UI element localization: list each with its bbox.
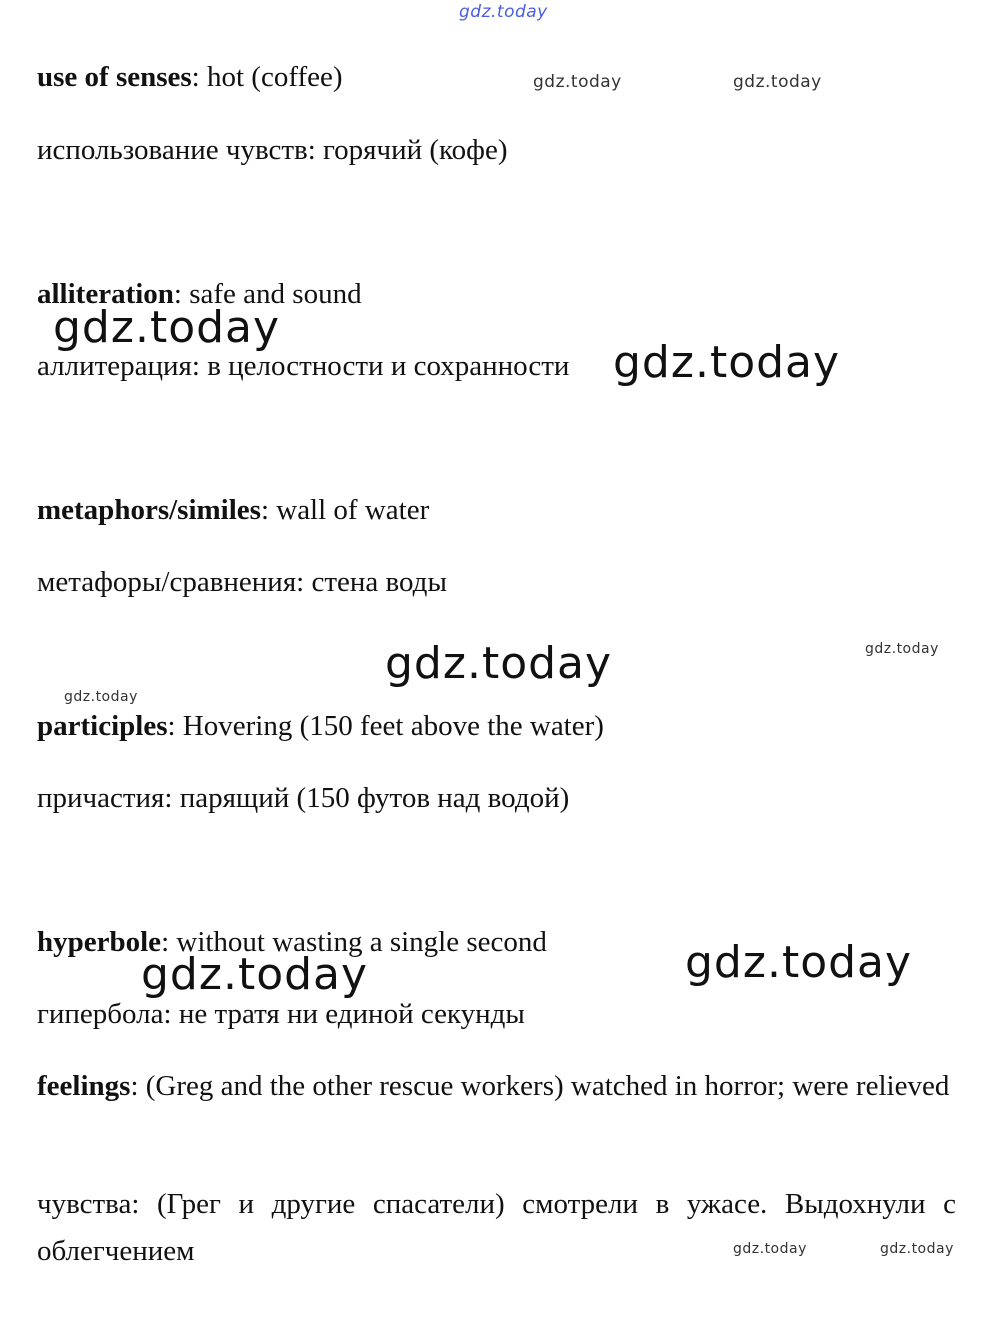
example: : (Greg and the other rescue workers) watched in horror; were relieved [130,1070,950,1102]
translation-feelings: чувства: (Грег и другие спасатели) смотрели в ужасе. Выдохнули с облегчением [37,1188,956,1267]
example: : safe and sound [173,278,362,310]
watermark: gdz.today [685,937,913,988]
watermark: gdz.today [733,1241,807,1257]
watermark: gdz.today [141,949,369,1000]
watermark: gdz.today [613,337,841,388]
term: metaphors/similes [37,494,261,526]
watermark: gdz.today [733,72,822,92]
entry-feelings [37,1063,956,1110]
example: : without wasting a single second [161,926,547,958]
entry-metaphors-similes [37,492,429,528]
example: : Hovering (150 feet above the water) [167,710,604,742]
translation-alliteration: аллитерация: в целостности и сохранности [37,350,570,382]
entry-use-of-senses [37,59,343,95]
watermark: gdz.today [64,689,138,705]
term: use of senses [37,61,192,93]
example: : wall of water [260,494,430,526]
translation-hyperbole: гипербола: не тратя ни единой секунды [37,998,525,1030]
watermark: gdz.today [880,1241,954,1257]
term: participles [37,710,168,742]
translation-use-of-senses: использование чувств: горячий (кофе) [37,134,508,166]
watermark-top: gdz.today [459,2,548,22]
watermark: gdz.today [865,641,939,657]
translation-participles: причастия: парящий (150 футов над водой) [37,782,570,814]
entry-participles [37,708,604,744]
translation-metaphors-similes: метафоры/сравнения: стена воды [37,566,447,598]
example: : hot (coffee) [191,61,343,93]
watermark: gdz.today [385,638,613,689]
watermark: gdz.today [533,72,622,92]
watermark: gdz.today [53,302,281,353]
term: alliteration [37,278,174,310]
term: hyperbole [37,926,162,958]
term: feelings [37,1070,131,1102]
